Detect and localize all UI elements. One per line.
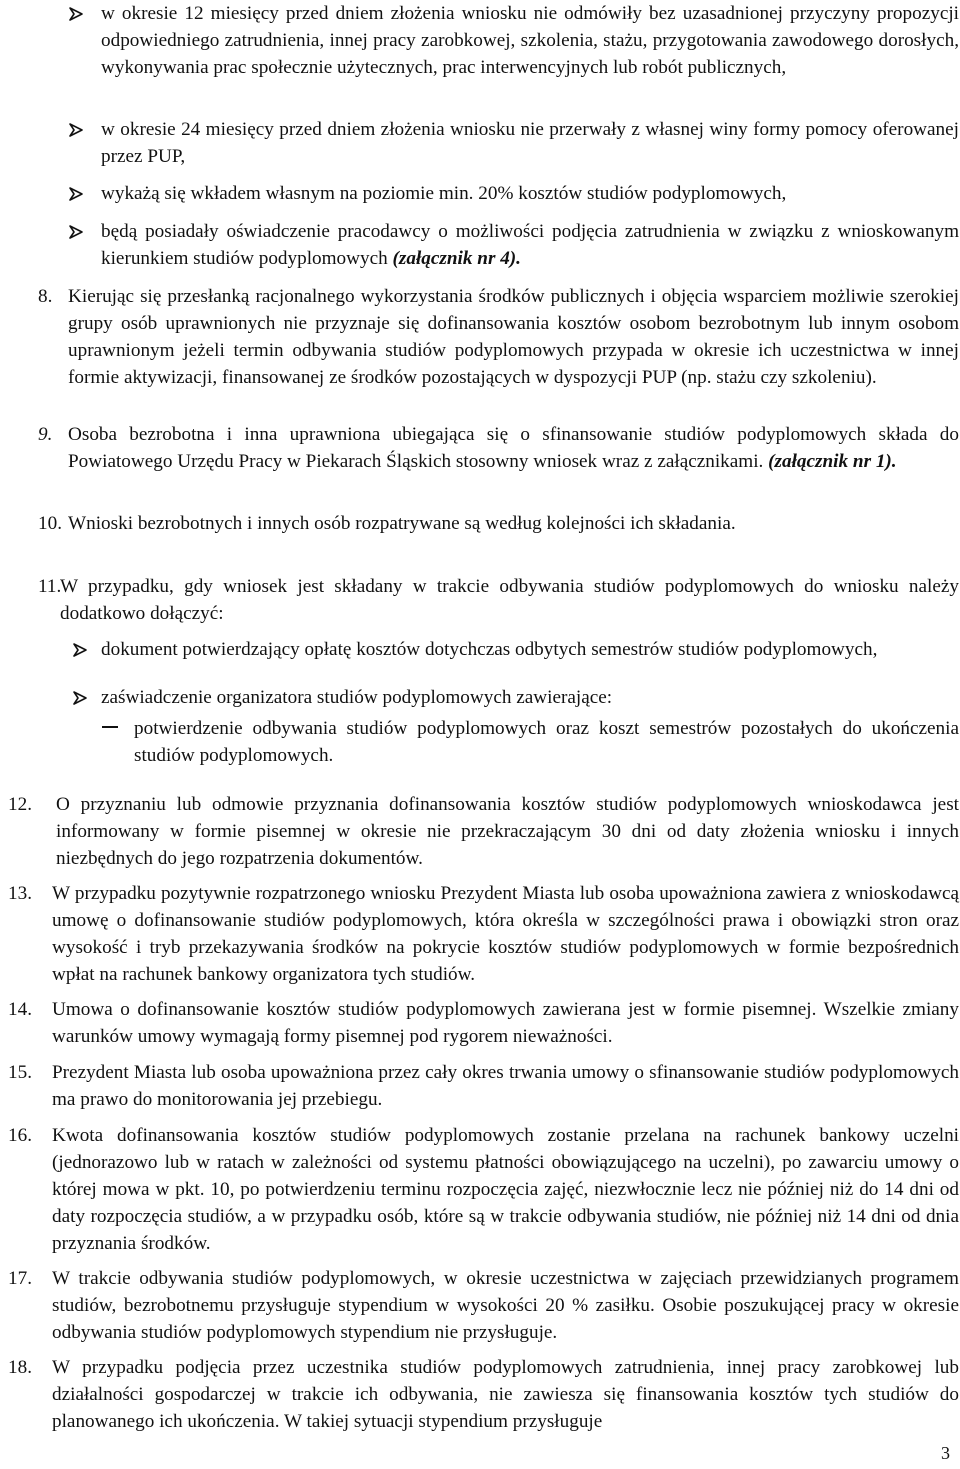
dash-bullet-icon — [102, 726, 118, 728]
attachment-ref: (załącznik nr 4). — [392, 248, 521, 269]
bullet-item: w okresie 12 miesięcy przed dniem złożenia wniosku nie odmówiły bez uzasadnionej przyczyny propozycji odpowiedniego zatrudnienia, innej pracy zarobkowej, szkolenia, stażu, przygotowania zawodowego dorosłych, wykonywania prac społecznie użytecznych, prac interwencyjnych lub robót publicznych, — [101, 3, 959, 78]
arrow-bullet-icon — [68, 6, 84, 22]
item-number: 18. — [8, 1357, 32, 1378]
item-text: Kierując się przesłanką racjonalnego wykorzystania środków publicznych i objęcia wsparciem możliwie szerokiej grupy osób uprawnionych nie przyznaje się dofinansowania kosztów osobom bezrobotnym lub innym osobom uprawnionym jeżeli termin odbywania studiów podyplomowych przypada w okresie ich uczestnictwa w innej formie aktywizacji, finansowanej ze środków pozostających w dyspozycji PUP (np. stażu czy szkoleniu). — [68, 286, 959, 388]
item-number: 8. — [38, 286, 53, 307]
bullet-item: wykażą się wkładem własnym na poziomie min. 20% kosztów studiów podyplomowych, — [101, 183, 787, 204]
item-number: 11. — [38, 576, 62, 597]
item-number: 9. — [38, 424, 53, 445]
sub-bullet-item: zaświadczenie organizatora studiów podyplomowych zawierające: — [101, 687, 613, 708]
item-text: W trakcie odbywania studiów podyplomowych, w okresie uczestnictwa w zajęciach przewidzianych programem studiów, bezrobotnemu przysługuje stypendium w wysokości 20 % zasiłku. Osobie poszukującej pracy w okresie odbywania studiów podyplomowych stypendium nie przysługuje. — [52, 1268, 959, 1343]
item-body: Osoba bezrobotna i inna uprawniona ubiegająca się o sfinansowanie studiów podyplomowych składa do Powiatowego Urzędu Pracy w Piekarach Śląskich stosowny wniosek wraz z załącznikami. — [68, 424, 959, 472]
item-text — [68, 421, 959, 475]
item-text: W przypadku pozytywnie rozpatrzonego wniosku Prezydent Miasta lub osoba upoważniona zawiera z wnioskodawcą umowę o dofinansowanie studiów podyplomowych, która określa w szczególności prawa i obowiązki stron oraz wysokość i tryb przekazywania środków na pokrycie kosztów studiów podyplomowych w formie bezpośrednich wpłat na rachunek bankowy organizatora tych studiów. — [52, 883, 959, 985]
arrow-bullet-icon — [68, 186, 84, 202]
bullet-item: w okresie 24 miesięcy przed dniem złożenia wniosku nie przerwały z własnej winy formy pomocy oferowanej przez PUP, — [101, 119, 959, 167]
item-number: 15. — [8, 1062, 32, 1083]
arrow-bullet-icon — [68, 122, 84, 138]
page-number: 3 — [941, 1443, 950, 1463]
arrow-bullet-icon — [72, 642, 88, 658]
attachment-ref: (załącznik nr 1). — [768, 451, 897, 472]
item-number: 12. — [8, 794, 32, 815]
item-text: Kwota dofinansowania kosztów studiów podyplomowych zostanie przelana na rachunek bankowy uczelni (jednorazowo lub w ratach w zależności od systemu płatności obowiązującego na uczelni), po zawarciu umowy o której mowa w pkt. 10, po potwierdzeniu terminu rozpoczęcia zajęć, niezwłocznie lecz nie później niż do 14 dni od daty rozpoczęcia studiów, a w przypadku osób, które są w trakcie odbywania studiów, nie później niż 14 dni od dnia przyznania środków. — [52, 1125, 959, 1254]
arrow-bullet-icon — [72, 690, 88, 706]
item-text: Wnioski bezrobotnych i innych osób rozpatrywane są według kolejności ich składania. — [68, 513, 736, 534]
item-text: Prezydent Miasta lub osoba upoważniona przez cały okres trwania umowy o sfinansowanie studiów podyplomowych ma prawo do monitorowania jej przebiegu. — [52, 1062, 959, 1110]
item-text: W przypadku, gdy wniosek jest składany w trakcie odbywania studiów podyplomowych do wniosku należy dodatkowo dołączyć: — [60, 576, 959, 624]
sub-bullet-item: dokument potwierdzający opłatę kosztów dotychczas odbytych semestrów studiów podyplomowych, — [101, 639, 878, 660]
item-number: 16. — [8, 1125, 32, 1146]
dash-item: potwierdzenie odbywania studiów podyplomowych oraz koszt semestrów pozostałych do ukończenia studiów podyplomowych. — [134, 718, 959, 766]
arrow-bullet-icon — [68, 224, 84, 240]
item-text: W przypadku podjęcia przez uczestnika studiów podyplomowych zatrudnienia, innej pracy zarobkowej lub działalności gospodarczej w trakcie ich odbywania, nie zawiesza się finansowania kosztów tych studiów do planowanego ich ukończenia. W takiej sytuacji stypendium przysługuje — [52, 1357, 959, 1432]
item-number: 14. — [8, 999, 32, 1020]
item-number: 13. — [8, 883, 32, 904]
bullet-text: będą posiadały oświadczenie pracodawcy o możliwości podjęcia zatrudnienia w związku z wnioskowanym kierunkiem studiów podyplomowych — [101, 221, 959, 269]
item-text: Umowa o dofinansowanie kosztów studiów podyplomowych zawierana jest w formie pisemnej. Wszelkie zmiany warunków umowy wymagają formy pisemnej pod rygorem nieważności. — [52, 999, 959, 1047]
item-number: 17. — [8, 1268, 32, 1289]
bullet-item — [101, 218, 959, 272]
item-text: O przyznaniu lub odmowie przyznania dofinansowania kosztów studiów podyplomowych wnioskodawca jest informowany w formie pisemnej w okresie nie przekraczającym 30 dni od daty złożenia wniosku i innych niezbędnych do jego rozpatrzenia dokumentów. — [56, 794, 959, 869]
item-number: 10. — [38, 513, 62, 534]
